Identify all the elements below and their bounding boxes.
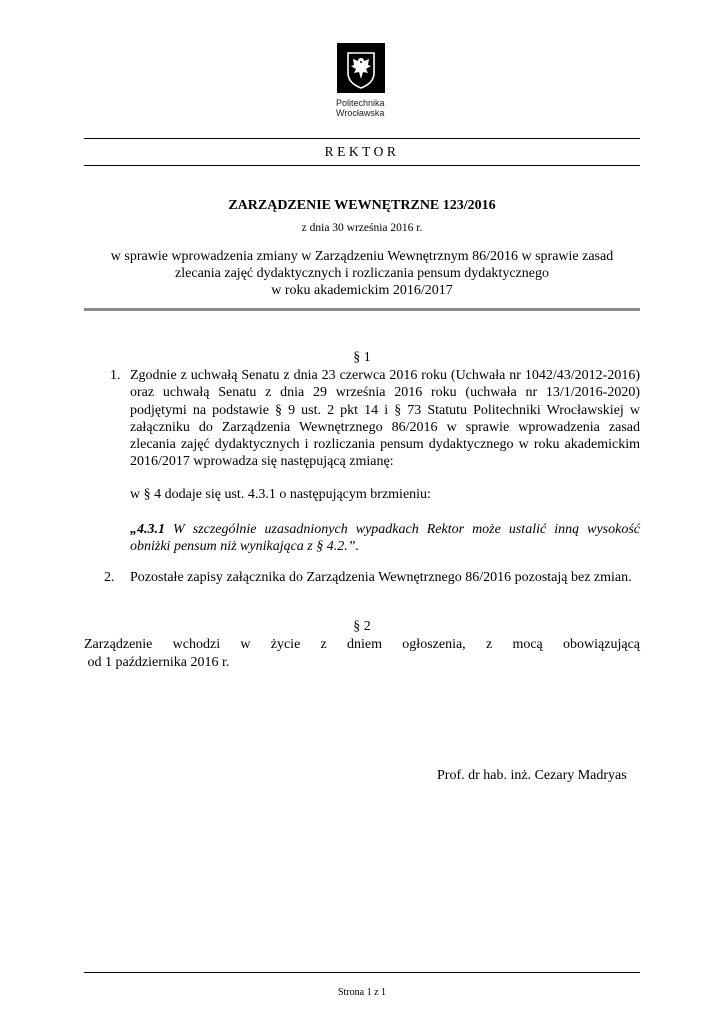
office-heading: REKTOR <box>324 144 400 159</box>
page-number: Strona 1 z 1 <box>337 987 387 998</box>
eagle-emblem-icon <box>337 43 385 93</box>
logo-line-1: Politechnika <box>336 98 385 108</box>
footer-rule <box>84 972 640 973</box>
logo-caption <box>336 98 385 118</box>
document-date: z dnia 30 września 2016 r. <box>301 222 423 234</box>
rector-signature: Prof. dr hab. inż. Cezary Madryas <box>437 768 627 783</box>
quote-label: „4.3.1 <box>130 522 165 537</box>
amendment-intro: w § 4 dodaje się ust. 4.3.1 o następującym brzmieniu: <box>130 487 431 502</box>
header-rule-bottom <box>84 165 640 166</box>
section-2-line-2: od 1 października 2016 r. <box>84 655 230 670</box>
header-rule-top <box>84 138 640 139</box>
item-1-text: Zgodnie z uchwałą Senatu z dnia 23 czerwca 2016 roku (Uchwała nr 1042/43/2012-2016) oraz uchwałą Senatu z dnia 29 września 2016 roku (uchwała nr 13/1/2016-2020) podjętymi na podstawie § 9 ust. 2 pkt 14 i § 73 Statutu Politechniki Wrocławskiej w załączniku do Zarządzenia Wewnętrznego 86/2016 w sprawie wprowadzenia zasad zlecania zajęć dydaktycznych i rozliczania pensum dydaktycznego w roku akademickim 2016/2017 wprowadza się następującą zmianę: <box>130 368 640 470</box>
amendment-quote <box>130 521 640 556</box>
document-title: ZARZĄDZENIE WEWNĘTRZNE 123/2016 <box>228 198 496 213</box>
section-2-line-1: Zarządzenie wchodzi w życie z dniem ogłoszenia, z mocą obowiązującą <box>84 637 640 652</box>
subject-line-2: zlecania zajęć dydaktycznych i rozliczania pensum dydaktycznego <box>175 266 549 281</box>
logo-line-2: Wrocławska <box>336 108 385 118</box>
subject-divider <box>84 308 640 311</box>
subject-line-1: w sprawie wprowadzenia zmiany w Zarządzeniu Wewnętrznym 86/2016 w sprawie zasad <box>110 249 614 264</box>
item-2-text: Pozostałe zapisy załącznika do Zarządzenia Wewnętrznego 86/2016 pozostają bez zmian. <box>130 570 632 585</box>
quote-text: W szczególnie uzasadnionych wypadkach Rektor może ustalić inną wysokość obniżki pensum niż wynikająca z § 4.2.”. <box>130 522 640 555</box>
item-1-number: 1. <box>110 368 121 383</box>
item-2-number: 2. <box>104 570 115 585</box>
document-subject <box>84 248 640 299</box>
subject-line-3: w roku akademickim 2016/2017 <box>271 283 453 298</box>
university-logo <box>337 43 385 93</box>
section-1-heading: § 1 <box>353 350 371 365</box>
section-2-heading: § 2 <box>353 619 371 634</box>
